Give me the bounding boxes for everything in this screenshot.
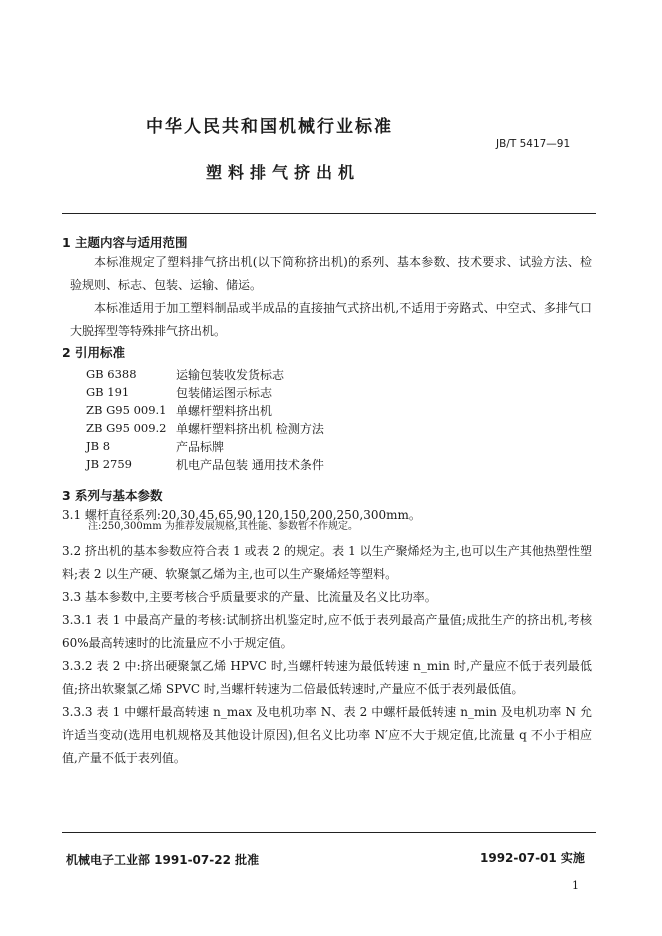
reference-name: 单螺杆塑料挤出机 检测方法: [176, 422, 324, 436]
section-2-heading: 2 引用标准: [62, 345, 126, 360]
header-divider: [62, 213, 596, 214]
reference-name: 运输包装收发货标志: [176, 368, 285, 382]
reference-code: GB 6388: [86, 367, 137, 381]
implementation-date: 1992-07-01 实施: [480, 851, 585, 865]
document-title: 塑料排气挤出机: [206, 163, 361, 182]
reference-name: 包装储运图示标志: [176, 386, 273, 400]
reference-name: 产品标牌: [176, 440, 225, 454]
reference-code: JB 2759: [86, 457, 132, 471]
reference-code: GB 191: [86, 385, 130, 399]
clause-3-3-3: 3.3.3 表 1 中螺杆最高转速 n_max 及电机功率 N、表 2 中螺杆最低转速 n_min 及电机功率 N 允许适当变动(选用电机规格及其他设计原因),但名义比功率 N′应不大于规定值,比流量 q 不小于相应值,产量不低于表列值。: [62, 705, 592, 765]
page-number: 1: [572, 879, 579, 892]
clause-3-3: 3.3 基本参数中,主要考核合乎质量要求的产量、比流量及名义比功率。: [62, 590, 437, 604]
clause-3-1-note: 注:250,300mm 为推荐发展规格,其性能、参数暂不作规定。: [88, 521, 359, 532]
clause-3-2: 3.2 挤出机的基本参数应符合表 1 或表 2 的规定。表 1 以生产聚烯烃为主,也可以生产其他热塑性塑料;表 2 以生产硬、软聚氯乙烯为主,也可以生产聚烯烃等塑料。: [62, 544, 592, 581]
reference-code: JB 8: [86, 439, 111, 453]
issuing-org-title: 中华人民共和国机械行业标准: [146, 117, 393, 137]
clause-3-3-2: 3.3.2 表 2 中:挤出硬聚氯乙烯 HPVC 时,当螺杆转速为最低转速 n_min 时,产量应不低于表列最低值;挤出软聚氯乙烯 SPVC 时,当螺杆转速为二倍最低转速时,产量应不低于表列最低值。: [62, 659, 592, 696]
clause-3-3-1: 3.3.1 表 1 中最高产量的考核:试制挤出机鉴定时,应不低于表列最高产量值;成批生产的挤出机,考核 60%最高转速时的比流量应不小于规定值。: [62, 613, 592, 650]
section-1-paragraph-2: 本标准适用于加工塑料制品或半成品的直接抽气式挤出机,不适用于旁路式、中空式、多排气口大脱挥型等特殊排气挤出机。: [70, 301, 592, 338]
reference-name: 单螺杆塑料挤出机: [176, 404, 273, 418]
clause-3-1: 3.1 螺杆直径系列:20,30,45,65,90,120,150,200,250,300mm。: [62, 508, 421, 522]
section-1-heading: 1 主题内容与适用范围: [62, 235, 188, 250]
standard-number: JB/T 5417—91: [496, 138, 571, 150]
reference-code: ZB G95 009.2: [86, 421, 167, 435]
footer-divider: [62, 832, 596, 833]
section-3-heading: 3 系列与基本参数: [62, 488, 163, 503]
reference-name: 机电产品包装 通用技术条件: [176, 458, 324, 472]
reference-code: ZB G95 009.1: [86, 403, 167, 417]
section-1-paragraph-1: 本标准规定了塑料排气挤出机(以下简称挤出机)的系列、基本参数、技术要求、试验方法、检验规则、标志、包装、运输、储运。: [70, 255, 592, 292]
approval-line: 机械电子工业部 1991-07-22 批准: [66, 853, 260, 867]
